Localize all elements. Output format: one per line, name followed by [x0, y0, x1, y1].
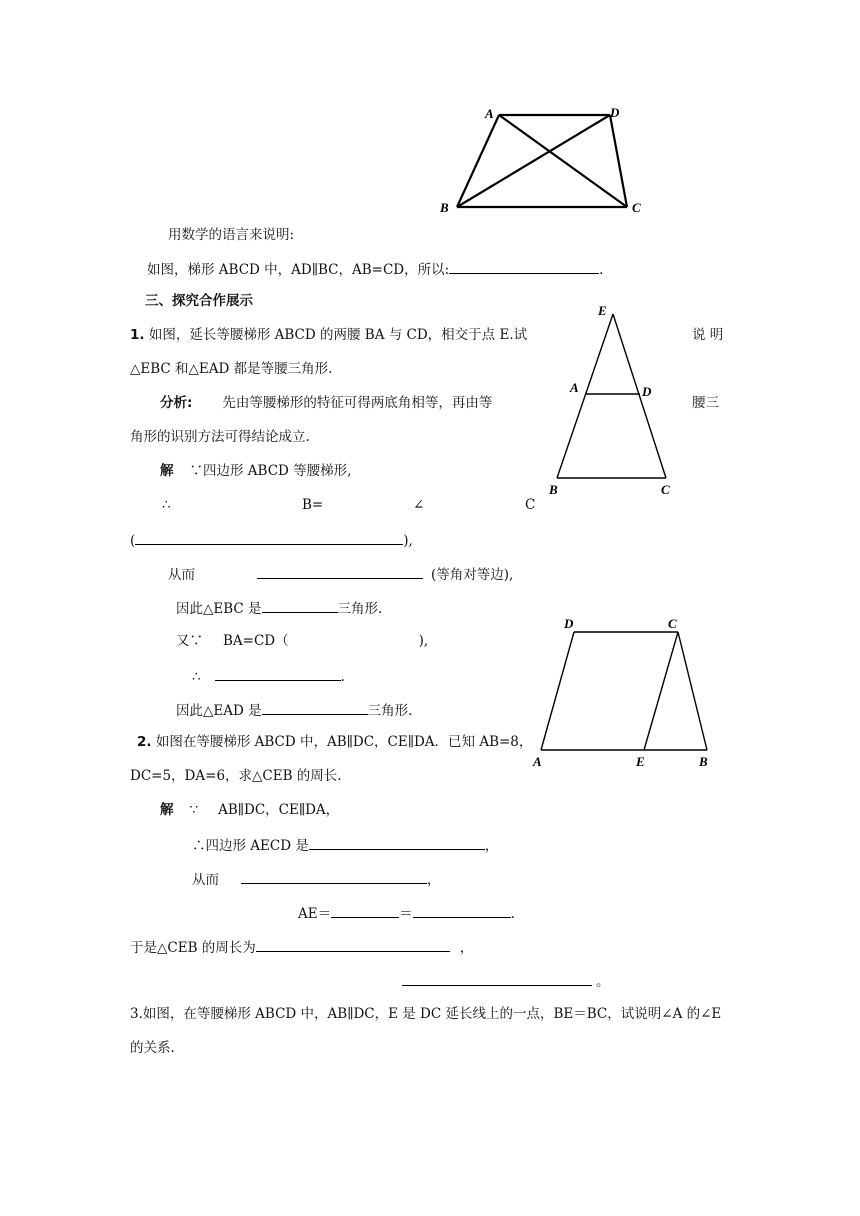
solution-2-line-6: 。	[402, 971, 610, 991]
answer-blank[interactable]	[135, 530, 403, 545]
solution-2-line-3: 从而 ，	[192, 869, 441, 889]
vertex-label-b: B	[699, 754, 708, 769]
vertex-label-b: B	[549, 482, 558, 497]
vertex-label-c: C	[668, 616, 677, 631]
vertex-label-a: A	[485, 106, 494, 121]
angle-b-text: B=	[302, 497, 324, 513]
vertex-label-a: A	[570, 380, 579, 395]
section-heading: 三、探究合作展示	[145, 293, 253, 309]
vertex-label-c: C	[661, 482, 670, 497]
solution-2-line-1: 解 ∵ AB∥DC，CE∥DA，	[160, 802, 340, 818]
answer-blank[interactable]	[256, 937, 450, 952]
solution-1-line-8: 因此△EAD 是 三角形.	[176, 700, 412, 720]
problem-1-line-a-end: 说 明	[692, 327, 724, 343]
intro-line-1: 用数学的语言来说明:	[168, 227, 295, 243]
answer-blank[interactable]	[241, 869, 427, 884]
problem-3-line-a: 3.如图，在等腰梯形 ABCD 中，AB∥DC，E 是 DC 延长线上的一点，BE＝BC，试说明∠A 的∠E	[130, 1006, 722, 1022]
answer-blank[interactable]	[449, 259, 599, 274]
problem-2-line-a: 2. 如图在等腰梯形 ABCD 中，AB∥DC，CE∥DA．已知 AB=8，	[137, 734, 533, 750]
vertex-label-e: E	[598, 303, 607, 318]
vertex-label-d: D	[642, 384, 652, 399]
solution-1-line-5: 因此△EBC 是 三角形.	[176, 598, 382, 618]
solution-2-line-2: ∴四边形 AECD 是 ，	[192, 835, 498, 855]
problem-1-line-b: △EBC 和△EAD 都是等腰三角形.	[130, 361, 333, 377]
trapezoid-ce-figure	[526, 612, 726, 772]
answer-blank[interactable]	[331, 903, 399, 918]
vertex-label-d: D	[610, 105, 620, 120]
answer-blank[interactable]	[262, 700, 368, 715]
answer-blank[interactable]	[402, 971, 592, 986]
problem-1-line-a: 1. 如图，延长等腰梯形 ABCD 的两腰 BA 与 CD，相交于点 E.试	[130, 327, 528, 343]
solution-2-line-5: 于是△CEB 的周长为 ，	[130, 937, 473, 957]
analysis-line-b: 角形的识别方法可得结论成立.	[130, 429, 310, 445]
intro-line-2: 如图，梯形 ABCD 中，AD∥BC，AB=CD，所以: .	[147, 259, 603, 279]
answer-blank[interactable]	[413, 903, 511, 918]
problem-2-line-b: DC=5，DA=6，求△CEB 的周长.	[130, 768, 342, 784]
answer-blank[interactable]	[215, 666, 341, 681]
angle-c-text: C	[525, 497, 536, 513]
answer-blank[interactable]	[262, 598, 338, 613]
solution-1-line-7: ∴ .	[192, 666, 345, 686]
answer-blank[interactable]	[309, 835, 485, 850]
triangle-ebc-figure	[540, 300, 690, 500]
angle-symbol: ∠	[413, 497, 425, 513]
solution-1-line-3: ( ),	[130, 530, 413, 550]
solution-2-line-4: AE＝ ＝ .	[298, 903, 515, 923]
solution-1-line-4: 从而 (等角对等边),	[168, 564, 513, 584]
vertex-label-e: E	[636, 754, 645, 769]
solution-1-line-6: 又∵ BA=CD（ ),	[176, 633, 429, 649]
solution-1-line-1: 解 ∵四边形 ABCD 等腰梯形,	[160, 463, 352, 479]
trapezoid-diagonals-figure	[436, 102, 656, 218]
analysis-line-a: 分析: 先由等腰梯形的特征可得两底角相等，再由等	[160, 395, 493, 411]
therefore-symbol: ∴	[162, 497, 171, 513]
vertex-label-d: D	[564, 616, 574, 631]
problem-3-line-b: 的关系.	[130, 1040, 175, 1056]
vertex-label-a: A	[533, 754, 542, 769]
vertex-label-c: C	[632, 200, 641, 215]
vertex-label-b: B	[440, 200, 449, 215]
answer-blank[interactable]	[257, 564, 423, 579]
analysis-line-a-end: 腰三	[692, 395, 719, 411]
